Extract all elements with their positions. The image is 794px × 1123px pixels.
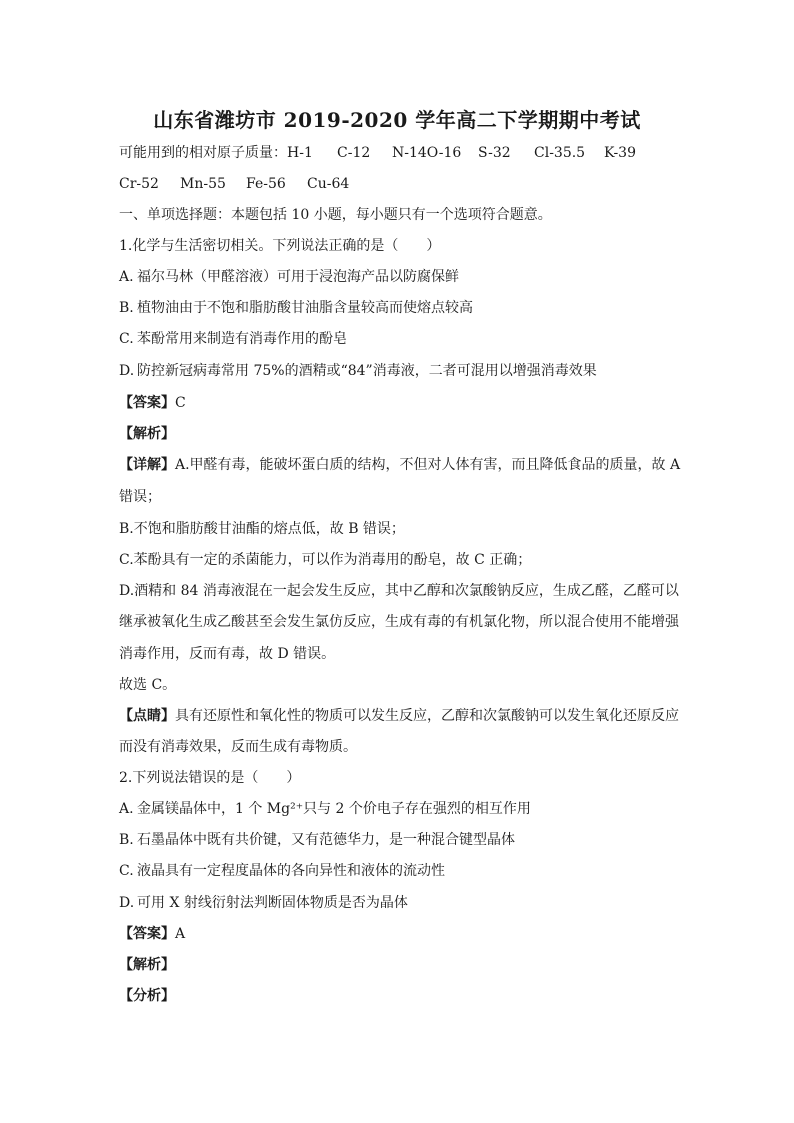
question-1-point-line: 而没有消毒效果，反而生成有毒物质。 <box>119 739 357 755</box>
question-1-option-c <box>119 330 679 348</box>
question-2-option-b <box>119 831 679 849</box>
question-1-detail-line: B.不饱和脂肪酸甘油酯的熔点低，故 B 错误； <box>119 521 405 537</box>
option-letter: B. <box>119 832 134 848</box>
question-1-option-d <box>119 362 679 380</box>
question-1-analysis-label: 【解析】 <box>119 426 175 442</box>
option-letter: C. <box>119 863 134 879</box>
question-1-detail-line: 消毒作用，反而有毒，故 D 错误。 <box>119 646 336 662</box>
question-2-analysis-label: 【解析】 <box>119 957 175 973</box>
question-1-detail-line <box>119 456 679 474</box>
question-1-option-b <box>119 299 679 317</box>
question-2-option-c <box>119 862 679 880</box>
question-1-detail-line: C.苯酚具有一定的杀菌能力，可以作为消毒用的酚皂，故 C 正确； <box>119 552 532 568</box>
option-letter: B. <box>119 300 134 316</box>
question-2-stem: 2.下列说法错误的是（ ） <box>119 770 301 786</box>
option-text: 金属镁晶体中，1 个 Mg²⁺只与 2 个价电子存在强烈的相互作用 <box>137 801 531 817</box>
option-text: 防控新冠病毒常用 75%的酒精或“84”消毒液，二者可混用以增强消毒效果 <box>137 363 597 379</box>
question-2-answer <box>119 925 679 943</box>
option-text: 植物油由于不饱和脂肪酸甘油脂含量较高而使熔点较高 <box>137 300 473 316</box>
atomic-mass-item: S-32 <box>478 145 511 161</box>
page-title: 山东省潍坊市 2019-2020 学年高二下学期期中考试 <box>153 108 641 132</box>
option-letter: A. <box>119 269 134 285</box>
atomic-mass-label: 可能用到的相对原子质量： <box>119 145 287 161</box>
option-text: 福尔马林（甲醛溶液）可用于浸泡海产品以防腐保鲜 <box>137 269 459 285</box>
answer-label: 【答案】 <box>119 395 175 411</box>
atomic-mass-row-1 <box>119 144 679 162</box>
question-1-answer <box>119 394 679 412</box>
question-1-detail-line: D.酒精和 84 消毒液混在一起会发生反应，其中乙醇和次氯酸钠反应，生成乙醛，乙醛可以 <box>119 583 679 599</box>
atomic-mass-item: K-39 <box>604 145 636 161</box>
question-1-option-a <box>119 268 679 286</box>
question-2-option-a <box>119 800 679 818</box>
question-1-conclusion: 故选 C。 <box>119 677 177 693</box>
question-1-detail-line: 错误； <box>119 489 161 505</box>
option-letter: C. <box>119 331 134 347</box>
question-2-option-d <box>119 894 679 912</box>
answer-value: A <box>175 926 186 942</box>
answer-label: 【答案】 <box>119 926 175 942</box>
atomic-mass-item: H-1 <box>287 145 313 161</box>
option-letter: D. <box>119 363 135 379</box>
atomic-mass-row-2 <box>119 175 679 193</box>
detail-label: 【详解】 <box>119 457 175 473</box>
option-text: 苯酚常用来制造有消毒作用的酚皂 <box>137 331 347 347</box>
atomic-mass-item: Cr-52 <box>119 176 159 192</box>
option-text: 可用 X 射线衍射法判断固体物质是否为晶体 <box>137 895 408 911</box>
question-1-stem: 1.化学与生活密切相关。下列说法正确的是（ ） <box>119 238 441 254</box>
option-letter: D. <box>119 895 135 911</box>
atomic-mass-item: Cu-64 <box>307 176 350 192</box>
atomic-mass-item: Fe-56 <box>246 176 286 192</box>
atomic-mass-item: N-14O-16 <box>392 145 462 161</box>
question-1-point-line <box>119 707 679 725</box>
section-heading: 一、单项选择题：本题包括 10 小题，每小题只有一个选项符合题意。 <box>119 207 552 223</box>
detail-text: A.甲醛有毒，能破坏蛋白质的结构，不但对人体有害，而且降低食品的质量，故 A <box>175 457 681 473</box>
point-label: 【点睛】 <box>119 708 175 724</box>
option-text: 液晶具有一定程度晶体的各向异性和液体的流动性 <box>137 863 445 879</box>
question-2-fenxi-label: 【分析】 <box>119 988 175 1004</box>
point-text: 具有还原性和氧化性的物质可以发生反应，乙醇和次氯酸钠可以发生氧化还原反应 <box>175 708 679 724</box>
option-text: 石墨晶体中既有共价键，又有范德华力，是一种混合键型晶体 <box>137 832 515 848</box>
option-letter: A. <box>119 801 134 817</box>
answer-value: C <box>175 395 186 411</box>
question-1-detail-line: 继承被氧化生成乙酸甚至会发生氯仿反应，生成有毒的有机氯化物，所以混合使用不能增强 <box>119 614 679 630</box>
atomic-mass-item: Mn-55 <box>180 176 226 192</box>
atomic-mass-item: C-12 <box>337 145 371 161</box>
atomic-mass-item: Cl-35.5 <box>534 145 586 161</box>
